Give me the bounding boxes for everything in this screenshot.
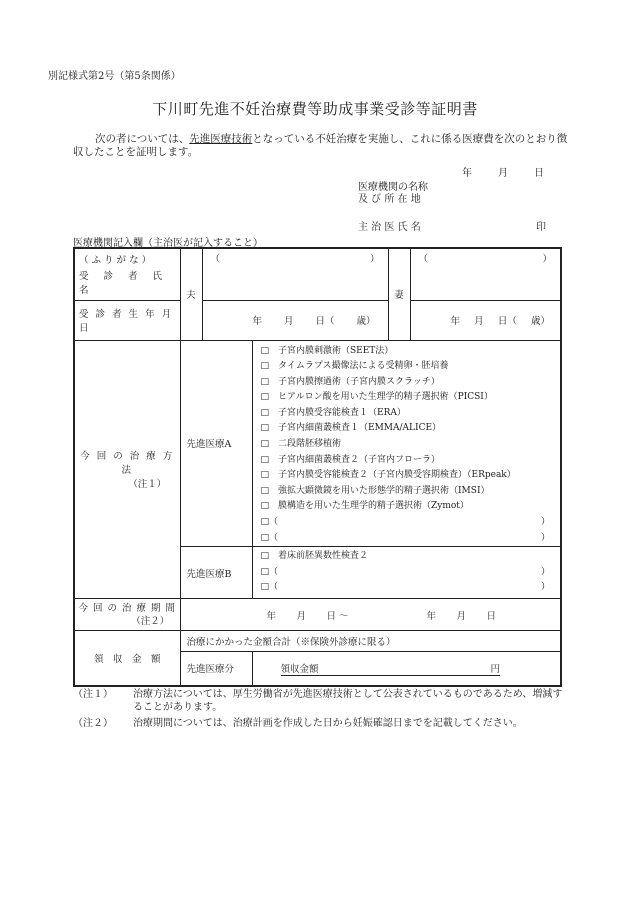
treatment-checkbox-item[interactable]: □ 膜構造を用いた生理学的精子選択術（Zymot）: [260, 501, 469, 512]
date-year: 年: [462, 168, 472, 179]
husband-name-field[interactable]: （ ）: [202, 248, 388, 300]
intro-underlined-term: 先進医療技術: [189, 133, 253, 145]
patient-name-row: [74, 248, 561, 300]
date-day: 日: [534, 168, 544, 179]
wife-label: 妻: [388, 248, 410, 340]
treatment-checkbox-item[interactable]: □ タイムラプス撮像法による受精卵・胚培養: [260, 361, 449, 372]
intro-pre: 次の者については、: [95, 133, 190, 145]
furigana-label: （ ふ り が な ）: [79, 255, 152, 267]
treatment-checkbox-item[interactable]: □ 子宮内膜受容能検査２（子宮内膜受容期検査）（ERpeak）: [260, 470, 516, 481]
category-a-label: 先進医療A: [180, 340, 252, 547]
period-label: 今 回 の 治 療 期 間 （注２）: [74, 599, 180, 631]
advanced-part-label: 先進医療分: [180, 652, 252, 686]
patient-name-label: 受 診 者 氏 名: [79, 271, 169, 297]
treatment-checkbox-item[interactable]: □ 着床前胚異数性検査２: [260, 551, 369, 562]
amount-total-label: 治療にかかった金額合計（※保険外診療に限る）: [180, 631, 561, 652]
wife-name-field[interactable]: （ ）: [410, 248, 561, 300]
doctor-label: 主 治 医 氏 名: [358, 222, 421, 233]
birthdate-label: 受 診 者 生 年 月 日: [74, 300, 180, 340]
amount-label: 領 収 金 額: [74, 631, 180, 686]
certification-date: [462, 164, 544, 179]
category-b-items: [252, 547, 561, 599]
treatment-checkbox-item[interactable]: □ 子宮内膜刺激術（SEET法）: [260, 345, 394, 356]
note-2: （注２） 治療期間については、治療計画を作成した日から妊娠確認日までを記載してください。: [73, 718, 523, 729]
date-month: 月: [498, 168, 508, 179]
intro-text: [73, 133, 573, 159]
treatment-other-item[interactable]: □（ ）: [260, 532, 550, 543]
treatment-checkbox-item[interactable]: □ ヒアルロン酸を用いた生理学的精子選択術（PICSI）: [260, 392, 493, 403]
treatment-checkbox-item[interactable]: □ 子宮内膜受容能検査１（ERA）: [260, 407, 406, 418]
birthdate-row: [74, 300, 561, 340]
treatment-checkbox-item[interactable]: □ 子宮内膜擦過術（子宮内膜スクラッチ）: [260, 376, 440, 387]
form-number: 別記様式第2号（第5条関係）: [48, 71, 181, 82]
notes: [73, 688, 563, 730]
period-row: [74, 599, 561, 631]
wife-birthdate-field[interactable]: 年 月 日（ 歳）: [410, 300, 561, 340]
treatment-checkbox-item[interactable]: □ 子宮内細菌叢検査２（子宮内フローラ）: [260, 454, 441, 465]
treatment-other-item[interactable]: □（ ）: [260, 566, 550, 577]
treatment-checkbox-item[interactable]: □ 二段階胚移植術: [260, 439, 342, 450]
treatment-other-item[interactable]: □（ ）: [260, 582, 550, 593]
husband-label: 夫: [180, 248, 202, 340]
patient-name-header: [74, 248, 180, 300]
category-b-label: 先進医療B: [180, 547, 252, 599]
intro-post: となっている不妊治療を実施し、これに係る医療費を次のとおり徴収したことを証明します。: [73, 133, 568, 158]
section-heading: 医療機関記入欄（主治医が記入すること）: [73, 238, 263, 249]
note-1: （注１） 治療方法については、厚生労働省が先進医療技術として公表されているものであるため、増減することがあります。: [73, 689, 563, 713]
treatment-other-item[interactable]: □（ ）: [260, 517, 550, 528]
certificate-table: [73, 247, 562, 687]
amount-total-row: [74, 631, 561, 652]
seal-mark: 印: [536, 222, 546, 233]
treatment-a-row: [74, 340, 561, 547]
institution-label-line1: 医療機関の名称: [358, 182, 428, 193]
institution-label: [358, 182, 428, 206]
received-amount-field[interactable]: 領収金額 円: [252, 652, 561, 686]
category-a-items: [252, 340, 561, 547]
treatment-checkbox-item[interactable]: □ 強拡大顕微鏡を用いた形態学的精子選択術（IMSI）: [260, 485, 490, 496]
institution-label-line2: 及 び 所 在 地: [358, 194, 421, 205]
husband-birthdate-field[interactable]: 年 月 日（ 歳）: [202, 300, 388, 340]
period-field[interactable]: 年 月 日 ～ 年 月 日: [180, 599, 561, 631]
page-title: 下川町先進不妊治療費等助成事業受診等証明書: [152, 100, 478, 118]
treatment-method-label: 今 回 の 治 療 方 法 （注１）: [74, 340, 180, 599]
treatment-checkbox-item[interactable]: □ 子宮内細菌叢検査１（EMMA/ALICE）: [260, 423, 442, 434]
